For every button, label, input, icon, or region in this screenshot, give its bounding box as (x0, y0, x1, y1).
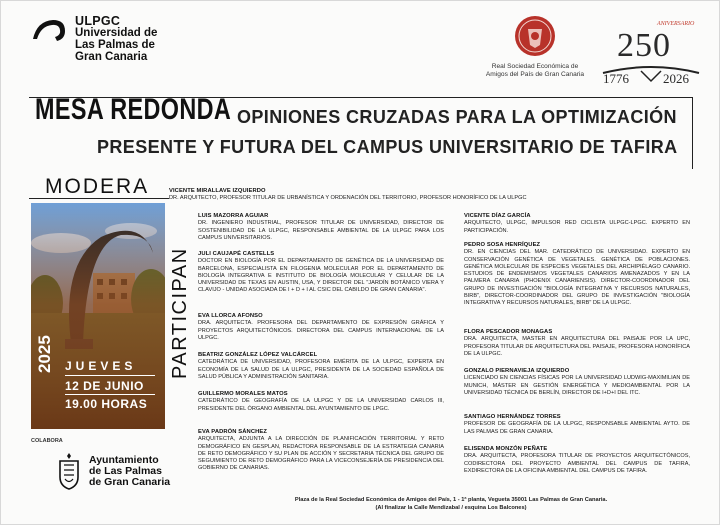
title-line-1: OPINIONES CRUZADAS PARA LA OPTIMIZACIÓN (237, 107, 677, 127)
modera-label: MODERA (45, 175, 150, 198)
ulpgc-emblem-icon (31, 17, 67, 45)
participant-name: FLORA PESCADOR MONAGAS (464, 329, 553, 335)
participant-name: JULI CAUJAPÉ CASTELLS (198, 251, 275, 257)
rse-logo (469, 15, 601, 79)
moderator-name: VICENTE MIRALLAVE IZQUIERDO (169, 188, 266, 194)
participant-description: DRA. ARQUITECTA. PROFESORA DEL DEPARTAMENTO DE EXPRESIÓN GRÁFICA Y PROYECTOS ARQUITECTÓNICOS. DIRECTORA DEL CAMPUS INTERNACIONAL DE LA ULPGC. (198, 320, 444, 341)
participant (464, 213, 690, 235)
participant-description: CATEDRÁTICA DE UNIVERSIDAD, PROFESORA EMÉRITA DE LA ULPGC, EXPERTA EN ECONOMÍA DE LA SALUD DE LA ULPGC, PRESIDENTA DE LA SOCIEDAD ESPAÑOLA DE SALUD PÚBLICA Y ADMINISTRACIÓN SANITARIA. (198, 359, 444, 380)
event-date-block (31, 335, 165, 429)
participant-name: EVA LLORCA AFONSO (198, 313, 263, 319)
rse-name-line: Amigos del País de Gran Canaria (485, 71, 585, 78)
participant-description: LICENCIADO EN CIENCIAS FÍSICAS POR LA UNIVERSIDAD LUDWIG-MAXIMILIAN DE MUNICH, MÁSTER EN GESTIÓN ENERGÉTICA Y MEDIOAMBIENTAL POR LA UNIVERSIDAD TÉCNICA DE BERLÍN, DIRECTOR DE I+D+I DEL ITC. (464, 375, 690, 396)
participant (198, 251, 444, 295)
ulpgc-name-line: Gran Canaria (75, 51, 148, 63)
participant (198, 213, 444, 242)
participant-description: DR. INGENIERO INDUSTRIAL, PROFESOR TITULAR DE UNIVERSIDAD, DIRECTOR DE SOSTENIBILIDAD DE LA ULPGC, RESPONSABLE AMBIENTAL DE LA ULPGC PARA LOS CAMPUS UNIVERSITARIOS. (198, 220, 444, 241)
divider (65, 394, 155, 395)
rse-name-line: Real Sociedad Económica de (491, 63, 579, 70)
participant-description: DR. EN CIENCIAS DEL MAR. CATEDRÁTICO DE UNIVERSIDAD. EXPERTO EN CONSERVACIÓN GENÉTICA DE VEGETALES. GENÉTICA DE POBLACIONES. GENÉTICA MOLECULAR DE ESPECIES VEGETALES DEL ARCHIPIÉLAGO CANARIO. ESTUDIOS DE ENDEMISMOS VEGETALES CANARIOS AMENAZADOS Y EN LA PALMERA CANARIA (PHOENIX CANARIENSIS). DIRECTOR-COORDINADOR DEL GRUPO DE INVESTIGACIÓN "BIOLOGÍA INTEGRATIVA Y RECURSOS NATURALES, BIRB", DIRECTOR-COORDINADOR DEL GRUPO DE INVESTIGACIÓN "BIOLOGÍA INTEGRATIVA Y RECURSOS NATURALES, BIRB" DE LA ULPGC. (464, 249, 690, 307)
moderator-description: DR. ARQUITECTO, PROFESOR TITULAR DE URBANÍSTICA Y ORDENACIÓN DEL TERRITORIO, PROFESOR HONORÍFICO DE LA ULPGC (169, 195, 527, 202)
participant-description: DRA. ARQUITECTA, MASTER EN ARQUITECTURA DEL PAISAJE POR LA UPC, PROFESORA TITULAR DE ARQUITECTURA DEL PAISAJE, PROFESORA HONORÍFICA DE LA ULPGC. (464, 336, 690, 357)
venue-line-1: Plaza de la Real Sociedad Económica de Amigos del País, 1 - 1ª planta, Vegueta 35001 Las Palmas de Gran Canaria. (294, 497, 608, 503)
event-time: 19.00 HORAS (65, 397, 148, 411)
participant (198, 391, 444, 413)
venue-address (241, 497, 661, 512)
participant-description: ARQUITECTO, ULPGC, IMPULSOR RED CICLISTA ULPGC-LPGC. EXPERTO EN PARTICIPACIÓN. (464, 220, 690, 234)
participant (198, 429, 444, 473)
anniversary-number: 250 (617, 27, 671, 64)
participan-label: PARTICIPAN (169, 247, 191, 379)
venue-line-2: (Al finalizar la Calle Mendizabal / esquina Los Balcones) (375, 504, 527, 511)
event-type-title: MESA REDONDA (35, 93, 232, 126)
title-line-2: PRESENTE Y FUTURA DEL CAMPUS UNIVERSITARIO DE TAFIRA (97, 137, 678, 157)
ayuntamiento-name-line: de Gran Canaria (89, 475, 171, 488)
title-block (29, 93, 693, 169)
anniversary-logo (601, 19, 701, 91)
divider (65, 375, 155, 376)
participant-description: DOCTOR EN BIOLOGÍA POR EL DEPARTAMENTO DE GENÉTICA DE LA UNIVERSIDAD DE BARCELONA, ESPECIALISTA EN FILOGENIA MOLECULAR POR EL DEPARTAMENTO DE BIOLOGÍA INTEGRATIVA E INSTITUTO DE BIOLOGÍA MOLECULAR Y CELULAR DE LA UNIVERSIDAD DE TEXAS EN AUSTIN, USA, Y DIRECTOR DEL "JARDÍN BOTÁNICO VIERA Y CLAVIJO - UNIDAD ASOCIADA DE I + D + I AL CSIC DEL CABILDO DE GRAN CANARIA". (198, 258, 444, 294)
participan-label-container (169, 209, 195, 379)
event-weekday: JUEVES (65, 359, 137, 373)
divider (29, 198, 169, 199)
participant-name: SANTIAGO HERNÁNDEZ TORRES (464, 414, 561, 420)
seal-icon (514, 15, 556, 57)
participant (464, 446, 690, 475)
participant-description: DRA. ARQUITECTA, PROFESORA TITULAR DE PROYECTOS ARQUITECTÓNICOS, CODIRECTORA DEL PROYECTO AMBIENTAL DEL CAMPUS DE TAFIRA, EXDIRECTORA DE LA OFICINA AMBIENTAL DEL CAMPUS DE TAFIRA. (464, 453, 690, 474)
participant-name: VICENTE DÍAZ GARCÍA (464, 213, 531, 219)
participant-name: PEDRO SOSA HENRÍQUEZ (464, 242, 541, 248)
participant-description: PROFESOR DE GEOGRAFÍA DE LA ULPGC, RESPONSABLE AMBIENTAL AYTO. DE LAS PALMAS DE GRAN CANARIA. (464, 421, 690, 435)
participant-name: ELISENDA MONZÓN PEÑATE (464, 446, 548, 452)
ulpgc-logo (31, 15, 157, 63)
ayuntamiento-logo (57, 451, 170, 491)
participant-description: CATEDRÁTICO DE GEOGRAFÍA DE LA ULPGC Y DE LA UNIVERSIDAD CARLOS III, PRESIDENTE DEL ÓRGANO AMBIENTAL DEL AYUNTAMIENTO DE LPGC. (198, 398, 444, 412)
participant-name: GUILLERMO MORALES MATOS (198, 391, 288, 397)
ulpgc-name-line: Universidad de (75, 27, 158, 39)
colabora-label: COLABORA (31, 438, 63, 444)
participant (464, 368, 690, 397)
participant (464, 242, 690, 308)
participant (464, 329, 690, 358)
ulpgc-acronym: ULPGC (75, 14, 121, 28)
sculpture-photo (31, 203, 165, 429)
participant (464, 414, 690, 436)
participant-description: ARQUITECTA, ADJUNTA A LA DIRECCIÓN DE PLANIFICACIÓN TERRITORIAL Y RETO DEMOGRÁFICO EN GESPLAN, REDACTORA RESPONSABLE DE LA ESTRATEGIA CANARIA DE RETO DEMOGRÁFICO Y SU PLAN DE ACCIÓN Y SECRETARIA TÉCNICA DEL GRUPO DE SEGUIMIENTO DE RETO DEMOGRÁFICO PARA LA VICECONSEJERÍA DE PRESIDENCIA DEL GOBIERNO DE CANARIAS. (198, 436, 444, 472)
participant-name: GONZALO PIERNAVIEJA IZQUIERDO (464, 368, 570, 374)
participant (198, 352, 444, 381)
anniversary-small-text: ANIVERSARIO (657, 21, 695, 27)
anniversary-end-year: 2026 (663, 71, 689, 86)
event-year: 2025 (35, 335, 54, 373)
moderator (169, 188, 689, 203)
participant-name: EVA PADRÓN SÁNCHEZ (198, 429, 268, 435)
ulpgc-name-line: Las Palmas de (75, 39, 155, 51)
participant (198, 313, 444, 342)
participant-name: LUIS MAZORRA AGUIAR (198, 213, 269, 219)
event-date: 12 DE JUNIO (65, 379, 144, 393)
participant-name: BEATRIZ GONZÁLEZ LÓPEZ VALCÁRCEL (198, 352, 318, 358)
ayuntamiento-name-line: Ayuntamiento (89, 453, 159, 466)
anniversary-start-year: 1776 (603, 71, 629, 86)
shield-icon (57, 451, 81, 491)
ayuntamiento-name-line: de Las Palmas (89, 464, 162, 477)
